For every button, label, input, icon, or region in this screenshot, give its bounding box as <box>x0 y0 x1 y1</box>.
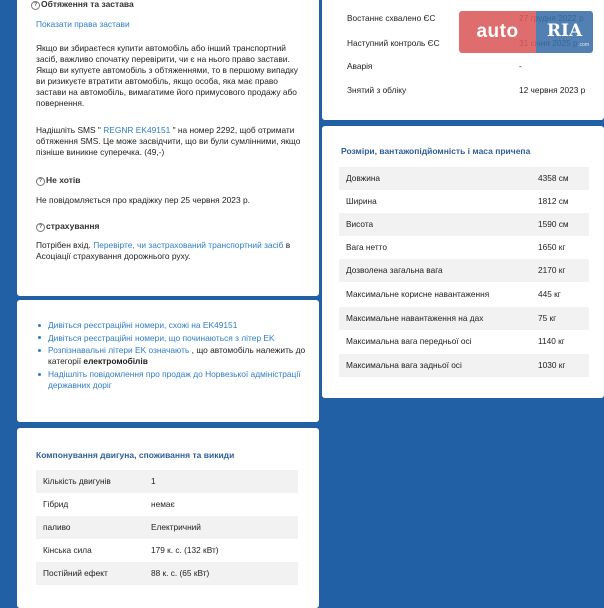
table-row <box>36 562 298 585</box>
row-value: 1140 кг <box>538 336 565 346</box>
table-row <box>339 213 589 236</box>
row-label: Довжина <box>346 173 381 183</box>
sale-notice-link[interactable]: Надішліть повідомлення про продаж до Норвезької адміністрації державних доріг <box>48 369 301 391</box>
links-list <box>48 320 310 393</box>
row-label: Наступний контроль ЄС <box>347 38 440 48</box>
table-row <box>339 354 589 377</box>
row-value: 88 к. с. (65 кВт) <box>151 568 210 578</box>
letters-meaning-text: , що автомобіль належить до категорії <box>48 345 306 367</box>
table-row <box>339 283 589 306</box>
lien-card <box>17 0 319 296</box>
table-row <box>339 236 589 259</box>
row-label: Ширина <box>346 196 377 206</box>
row-label: Максимальна вага передньої осі <box>346 336 472 346</box>
letters-meaning-link[interactable]: Розпізнавальні літери EK означають <box>48 345 190 356</box>
table-row <box>36 493 298 516</box>
insurance-text <box>36 240 301 262</box>
sms-prefix: Надішліть SMS " <box>36 125 101 135</box>
row-value: 179 к. с. (132 кВт) <box>151 545 219 555</box>
row-label: Кількість двигунів <box>43 476 111 486</box>
dimensions-card <box>322 126 604 398</box>
question-icon: ? <box>36 177 45 186</box>
row-label: Максимальне корисне навантаження <box>346 289 490 299</box>
question-icon: ? <box>36 223 45 232</box>
row-value: - <box>519 61 522 71</box>
show-lien-link[interactable]: Показати права застави <box>36 19 130 29</box>
row-value: 445 кг <box>538 289 561 299</box>
table-row <box>339 330 589 353</box>
question-icon: ? <box>31 1 40 10</box>
row-value: Електричний <box>151 522 201 532</box>
list-item <box>48 333 310 344</box>
lien-intro: Якщо ви збираєтеся купити автомобіль або інший транспортний засіб, важливо спочатку перевірити, чи є на нього право застави. Якщо ви купуєте автомобіль з обтяженнями, то в першому випадку ви ризикуєте втратити автомобіль, якщо особа, яка має право застави на автомобіль, вимагатиме його примусового продажу або повернення. <box>36 43 298 109</box>
row-value: 2170 кг <box>538 265 566 275</box>
list-item <box>48 345 310 367</box>
row-value: 1 <box>151 476 156 486</box>
sms-paragraph <box>36 125 301 158</box>
row-label: Кінська сила <box>43 545 92 555</box>
lien-heading <box>31 0 134 10</box>
category-bold: електромобілів <box>83 356 148 367</box>
insurance-suffix: в Асоціації страхування дорожнього руху. <box>36 240 291 262</box>
row-label: Вага нетто <box>346 242 387 252</box>
table-row <box>339 190 589 213</box>
list-item <box>48 320 310 331</box>
logo-ria-text: RIA <box>536 11 593 53</box>
insurance-title: страхування <box>46 221 100 231</box>
row-value: 1590 см <box>538 219 569 229</box>
row-label: Максимальне навантаження на дах <box>346 313 484 323</box>
table-row <box>339 307 589 330</box>
engine-card <box>17 428 319 608</box>
row-label: Аварія <box>347 61 373 71</box>
links-card <box>17 300 319 422</box>
table-row <box>339 259 589 282</box>
row-value: 75 кг <box>538 313 557 323</box>
engine-title: Компонування двигуна, споживання та викиди <box>36 450 235 460</box>
auto-ria-logo <box>459 11 593 53</box>
lien-title: Обтяження та застава <box>41 0 134 9</box>
row-value: 4358 см <box>538 173 569 183</box>
dimensions-title: Розміри, вантажопідйомність і маса причепа <box>341 146 531 156</box>
row-label: Гібрид <box>43 499 69 509</box>
row-value: 1650 кг <box>538 242 566 252</box>
stolen-heading <box>36 175 80 186</box>
row-value: 1812 см <box>538 196 569 206</box>
table-row <box>339 167 589 190</box>
row-label: Дозволена загальна вага <box>346 265 443 275</box>
logo-auto-text: auto <box>459 11 536 53</box>
row-value: 12 червня 2023 р <box>519 85 586 95</box>
similar-plates-link[interactable]: Дивіться реєстраційні номери, схожі на EK49151 <box>48 320 238 330</box>
row-value: 1030 кг <box>538 360 566 370</box>
row-value: немає <box>151 499 175 509</box>
row-label: Постійний ефект <box>43 568 108 578</box>
list-item <box>48 369 310 391</box>
table-row <box>36 539 298 562</box>
insurance-prefix: Потрібен вхід. <box>36 240 94 250</box>
plates-starting-link[interactable]: Дивіться реєстраційні номери, що починаються з літер EK <box>48 332 275 343</box>
row-label: паливо <box>43 522 71 532</box>
insurance-check-link[interactable]: Перевірте, чи застрахований транспортний засіб <box>93 240 284 250</box>
sms-code-link[interactable]: REGNR EK49151 <box>100 125 173 135</box>
logo-com-text: .com <box>578 42 589 49</box>
table-row <box>347 79 592 102</box>
row-label: Максимальна вага задньої осі <box>346 360 462 370</box>
table-row <box>36 470 298 493</box>
table-row <box>347 55 592 78</box>
table-row <box>36 516 298 539</box>
stolen-text: Не повідомляється про крадіжку пер 25 червня 2023 р. <box>36 195 250 205</box>
sms-suffix: " на номер 2292, щоб отримати обтяження SMS. Це може засвідчити, що ви були сумлінними, якщо пізніше виникне суперечка. (49,-) <box>36 125 301 158</box>
insurance-heading <box>36 221 99 232</box>
row-label: Знятий з обліку <box>347 85 407 95</box>
row-label: Висота <box>346 219 374 229</box>
stolen-title: Не хотів <box>46 175 81 185</box>
row-label: Востаннє схвалено ЄС <box>347 13 436 23</box>
